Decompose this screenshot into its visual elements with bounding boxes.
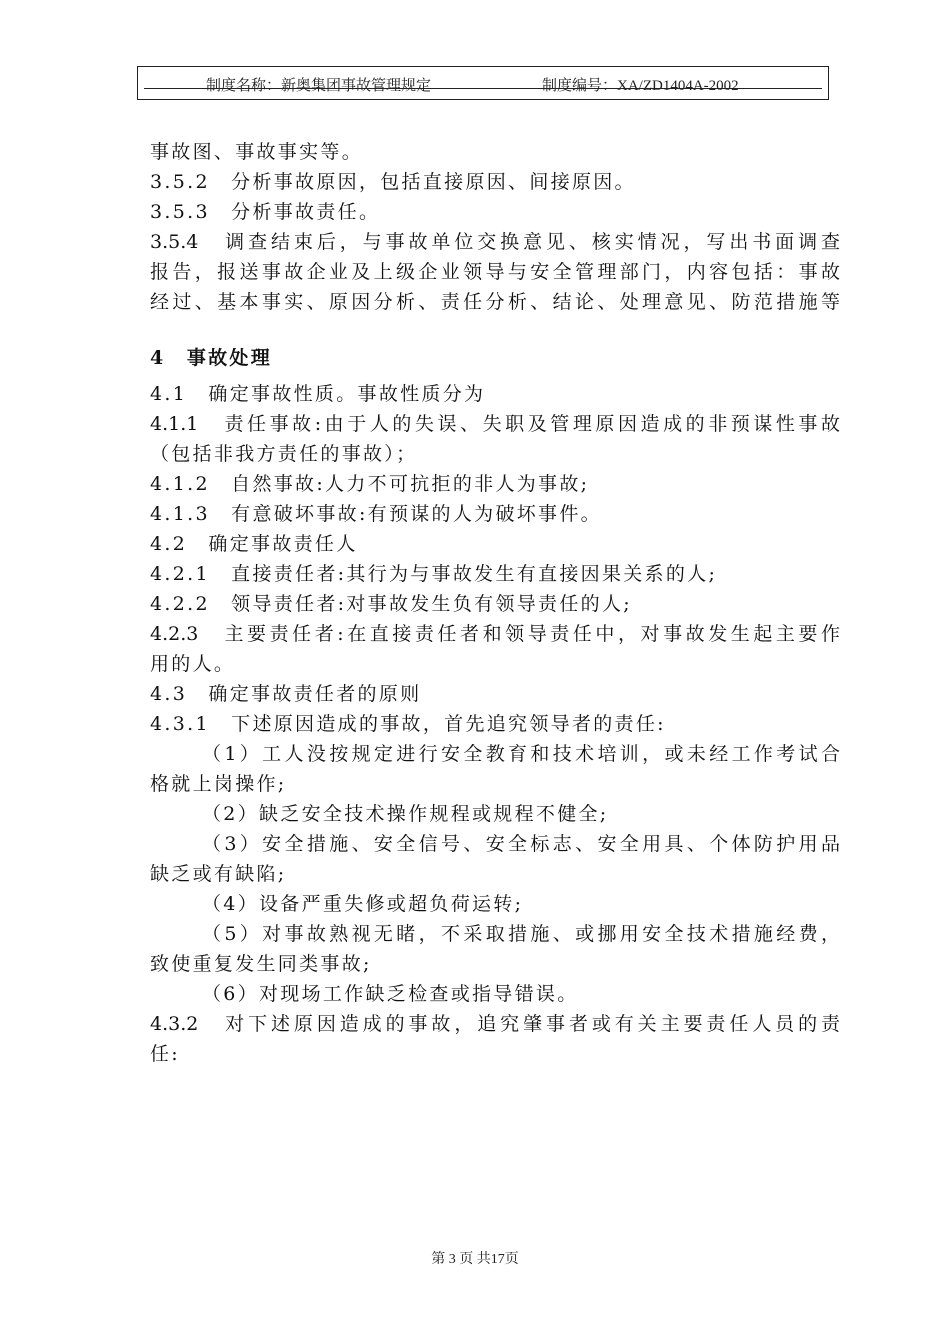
list-item: （3）安全措施、安全信号、安全标志、安全用具、个体防护用品 [202,833,840,855]
paragraph-line: 3.5.4 调查结束后，与事故单位交换意见、核实情况，写出书面调查 [150,231,840,253]
document-body [150,137,840,1069]
paragraph-line: 4.2.1 直接责任者:其行为与事故发生有直接因果关系的人; [150,563,718,585]
paragraph-line: 4.1.2 自然事故:人力不可抗拒的非人为事故; [150,473,590,495]
list-item: （4）设备严重失修或超负荷运转; [202,893,524,915]
paragraph-line: 4.3.2 对下述原因造成的事故，追究肇事者或有关主要责任人员的责 [150,1013,840,1035]
regulation-code: 制度编号：XA/ZD1404A-2002 [542,78,739,94]
paragraph-line: 任: [150,1043,181,1065]
paragraph-line: 4.3.1 下述原因造成的事故，首先追究领导者的责任: [150,713,666,735]
paragraph-line: 致使重复发生同类事故; [150,953,372,975]
paragraph-line: 3.5.2 分析事故原因，包括直接原因、间接原因。 [150,171,636,193]
paragraph-line: 事故图、事故事实等。 [150,141,364,163]
paragraph-line: 用的人。 [150,653,236,675]
paragraph-line: （包括非我方责任的事故）； [150,443,418,465]
list-item: （6）对现场工作缺乏检查或指导错误。 [202,983,579,1005]
regulation-name: 制度名称：新奥集团事故管理规定 [206,78,432,94]
section-heading: 4 事故处理 [150,347,273,369]
page-number: 第 3 页 共17页 [431,1252,519,1267]
paragraph-line: 格就上岗操作; [150,773,287,795]
paragraph-line: 经过、基本事实、原因分析、责任分析、结论、处理意见、防范措施等 [150,291,840,313]
paragraph-line: 4.3 确定事故责任者的原则 [150,683,422,705]
list-item: （2）缺乏安全技术操作规程或规程不健全; [202,803,609,825]
list-item: （1）工人没按规定进行安全教育和技术培训，或未经工作考试合 [202,743,840,765]
paragraph-line: 4.2 确定事故责任人 [150,533,358,555]
paragraph-line: 4.1.3 有意破坏事故:有预谋的人为破坏事件。 [150,503,602,525]
paragraph-line: 3.5.3 分析事故责任。 [150,201,381,223]
paragraph-line: 4.2.2 领导责任者:对事故发生负有领导责任的人; [150,593,632,615]
list-item: （5）对事故熟视无睹，不采取措施、或挪用安全技术措施经费， [202,923,840,945]
document-header [137,66,829,100]
paragraph-line: 缺乏或有缺陷; [150,863,287,885]
paragraph-line: 4.1.1 责任事故:由于人的失误、失职及管理原因造成的非预谋性事故 [150,413,840,435]
paragraph-line: 4.2.3 主要责任者:在直接责任者和领导责任中，对事故发生起主要作 [150,623,840,645]
paragraph-line: 4.1 确定事故性质。事故性质分为 [150,383,486,405]
paragraph-line: 报告，报送事故企业及上级企业领导与安全管理部门，内容包括：事故 [150,261,840,283]
